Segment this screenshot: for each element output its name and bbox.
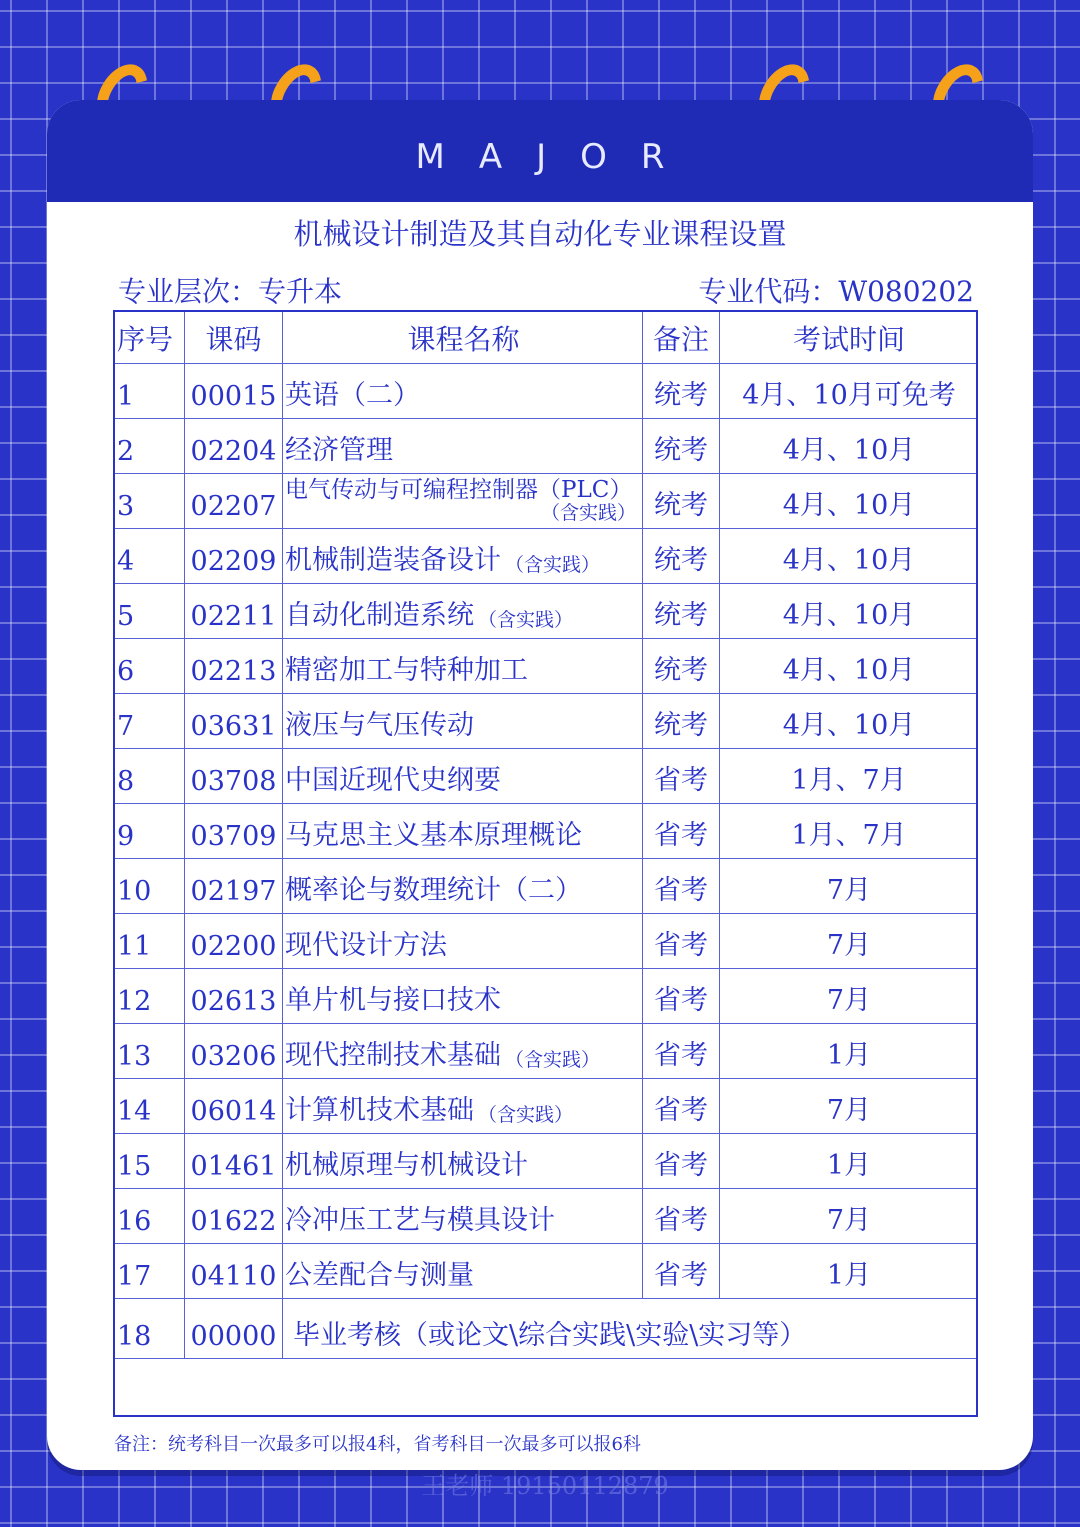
cell-note: 省考 [643, 1079, 720, 1133]
cell-note: 统考 [643, 419, 720, 473]
table-row [115, 694, 976, 749]
cell-time: 4月、10月 [782, 655, 916, 686]
cell-time: 4月、10月可免考 [742, 380, 956, 411]
cell-note: 省考 [643, 1189, 720, 1243]
cell-seq: 1 [115, 364, 185, 418]
cell-seq: 16 [115, 1189, 185, 1243]
cell-name [283, 804, 643, 858]
cell-seq: 6 [115, 639, 185, 693]
cell-seq: 7 [115, 694, 185, 748]
course-name: 机械原理与机械设计 [285, 1150, 528, 1181]
column-header-code: 课码 [185, 312, 283, 363]
cell-code: 02613 [185, 969, 283, 1023]
cell-time: 7月 [826, 985, 872, 1016]
cell-note: 省考 [643, 1134, 720, 1188]
course-name: 计算机技术基础 [285, 1095, 474, 1126]
course-name: 冷冲压工艺与模具设计 [285, 1205, 555, 1236]
cell-seq: 17 [115, 1244, 185, 1298]
cell-time: 4月、10月 [782, 545, 916, 576]
cell-name [283, 859, 643, 913]
cell-name [283, 639, 643, 693]
cell-note: 省考 [643, 969, 720, 1023]
cell-name: 毕业考核（或论文\综合实践\实验\实习等） [293, 1320, 807, 1351]
cell-name [283, 474, 643, 528]
cell-name [283, 749, 643, 803]
cell-code: 01461 [185, 1134, 283, 1188]
table-row [115, 1134, 976, 1189]
cell-note: 省考 [643, 1024, 720, 1078]
cell-note: 省考 [643, 1244, 720, 1298]
cell-code: 01622 [185, 1189, 283, 1243]
table-header-row [115, 312, 976, 364]
course-name: 现代控制技术基础 [285, 1040, 501, 1071]
cell-code: 02200 [185, 914, 283, 968]
table-row [115, 914, 976, 969]
course-name: 电气传动与可编程控制器（PLC） [285, 476, 633, 503]
cell-code: 02197 [185, 859, 283, 913]
major-code: 专业代码：W080202 [698, 275, 974, 308]
cell-seq: 4 [115, 529, 185, 583]
column-header-note: 备注 [643, 312, 720, 363]
column-header-seq: 序号 [115, 312, 185, 363]
table-row [115, 1189, 976, 1244]
table-row [115, 419, 976, 474]
course-practice-note: （含实践） [478, 609, 574, 631]
cell-note: 省考 [643, 749, 720, 803]
column-header-name: 课程名称 [283, 312, 643, 363]
cell-note: 省考 [643, 804, 720, 858]
cell-code: 03709 [185, 804, 283, 858]
cell-time: 1月 [826, 1260, 872, 1291]
cell-time: 4月、10月 [782, 710, 916, 741]
course-name: 公差配合与测量 [285, 1260, 474, 1291]
cell-seq: 8 [115, 749, 185, 803]
table-row [115, 1024, 976, 1079]
cell-name [283, 1134, 643, 1188]
cell-code: 02211 [185, 584, 283, 638]
course-table [113, 310, 978, 1417]
table-row [115, 364, 976, 419]
cell-code: 00015 [185, 364, 283, 418]
watermark: 王老师 19150112879 [421, 1472, 669, 1500]
course-practice-note: （含实践） [540, 502, 636, 525]
course-name: 现代设计方法 [285, 930, 447, 961]
cell-code: 02213 [185, 639, 283, 693]
table-body [115, 364, 976, 1299]
cell-seq: 14 [115, 1079, 185, 1133]
cell-note: 省考 [643, 859, 720, 913]
cell-name [283, 1079, 643, 1133]
course-name: 自动化制造系统 [285, 600, 474, 631]
cell-name [283, 1244, 643, 1298]
course-name: 液压与气压传动 [285, 710, 474, 741]
table-row [115, 804, 976, 859]
cell-name [283, 584, 643, 638]
table-row [115, 749, 976, 804]
cell-name [283, 969, 643, 1023]
course-name: 精密加工与特种加工 [285, 655, 528, 686]
cell-seq: 2 [115, 419, 185, 473]
table-row [115, 1079, 976, 1134]
cell-seq: 10 [115, 859, 185, 913]
page-title: 机械设计制造及其自动化专业课程设置 [293, 217, 787, 251]
cell-note: 省考 [643, 914, 720, 968]
cell-time: 1月、7月 [791, 765, 907, 796]
cell-note: 统考 [643, 584, 720, 638]
table-row [115, 639, 976, 694]
footnote: 备注：统考科目一次最多可以报4科，省考科目一次最多可以报6科 [114, 1434, 641, 1455]
cell-seq: 18 [115, 1299, 185, 1358]
cell-time: 4月、10月 [782, 435, 916, 466]
cell-seq: 3 [115, 474, 185, 528]
table-row [115, 1244, 976, 1299]
table-row [115, 584, 976, 639]
table-row [115, 474, 976, 529]
cell-seq: 11 [115, 914, 185, 968]
cell-code: 02204 [185, 419, 283, 473]
major-level: 专业层次：专升本 [118, 275, 343, 308]
course-name: 英语（二） [285, 380, 420, 411]
cell-name [283, 419, 643, 473]
table-row [115, 969, 976, 1024]
cell-note: 统考 [643, 639, 720, 693]
table-row [115, 859, 976, 914]
table-row [115, 529, 976, 584]
cell-time: 7月 [826, 875, 872, 906]
cell-code: 03708 [185, 749, 283, 803]
cell-seq: 13 [115, 1024, 185, 1078]
cell-name [283, 529, 643, 583]
course-name: 概率论与数理统计（二） [285, 875, 582, 906]
course-name: 中国近现代史纲要 [285, 765, 501, 796]
cell-name [283, 364, 643, 418]
course-name: 经济管理 [285, 435, 393, 466]
cell-code: 03206 [185, 1024, 283, 1078]
course-practice-note: （含实践） [478, 1104, 574, 1126]
cell-seq: 5 [115, 584, 185, 638]
cell-name [283, 914, 643, 968]
cell-name [283, 1189, 643, 1243]
cell-time: 1月、7月 [791, 820, 907, 851]
course-name: 马克思主义基本原理概论 [285, 820, 582, 851]
cell-note: 统考 [643, 529, 720, 583]
cell-seq: 9 [115, 804, 185, 858]
major-label: MAJOR [415, 137, 699, 177]
cell-note: 统考 [643, 694, 720, 748]
cell-time: 7月 [826, 930, 872, 961]
cell-time: 4月、10月 [782, 490, 916, 521]
course-name: 机械制造装备设计 [285, 545, 501, 576]
cell-time: 1月 [826, 1040, 872, 1071]
cell-time: 7月 [826, 1095, 872, 1126]
column-header-time: 考试时间 [792, 322, 905, 356]
cell-name [283, 694, 643, 748]
card-header [47, 100, 1033, 202]
cell-time: 4月、10月 [782, 600, 916, 631]
table-row-last [115, 1299, 976, 1359]
cell-name [283, 1024, 643, 1078]
cell-code: 02209 [185, 529, 283, 583]
cell-code: 04110 [185, 1244, 283, 1298]
course-name: 单片机与接口技术 [285, 985, 501, 1016]
course-practice-note: （含实践） [505, 554, 601, 576]
cell-note: 统考 [643, 474, 720, 528]
cell-code: 02207 [185, 474, 283, 528]
cell-code: 00000 [185, 1299, 283, 1358]
cell-seq: 15 [115, 1134, 185, 1188]
cell-code: 06014 [185, 1079, 283, 1133]
cell-time: 1月 [826, 1150, 872, 1181]
cell-code: 03631 [185, 694, 283, 748]
cell-seq: 12 [115, 969, 185, 1023]
course-practice-note: （含实践） [505, 1049, 601, 1071]
cell-time: 7月 [826, 1205, 872, 1236]
cell-note: 统考 [643, 364, 720, 418]
